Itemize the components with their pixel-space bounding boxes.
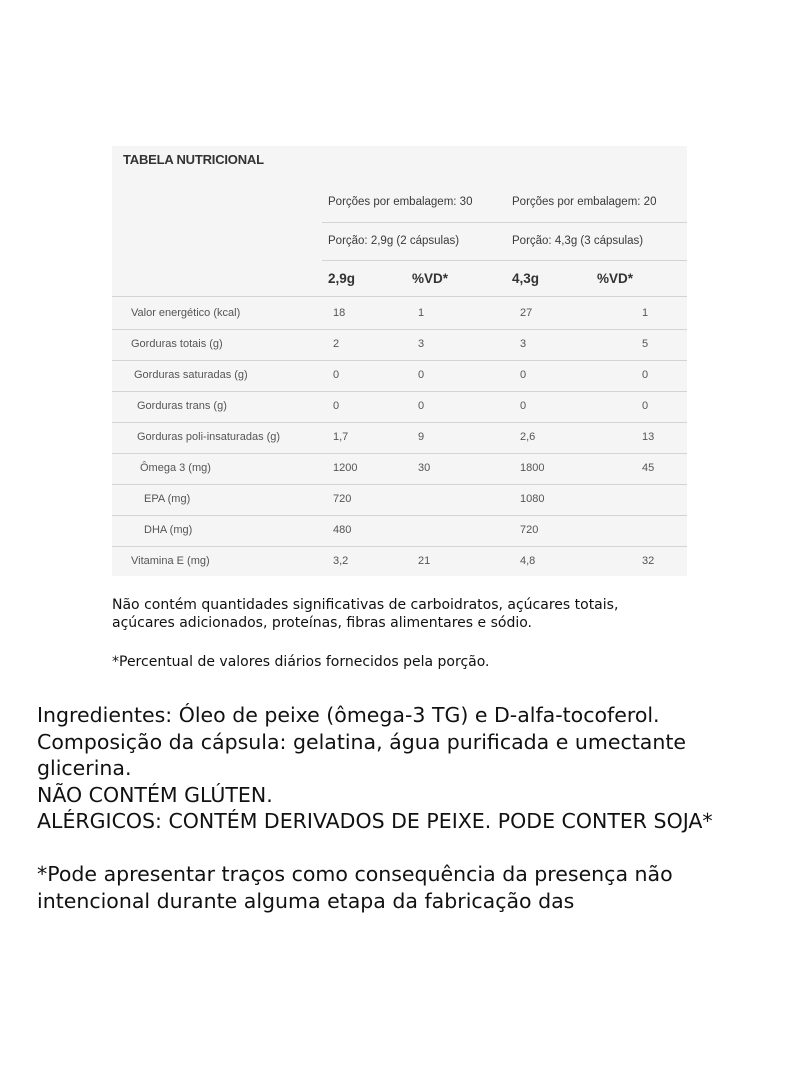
table-row: [112, 422, 687, 453]
row-label: Vitamina E (mg): [131, 555, 210, 567]
row-label: Valor energético (kcal): [131, 307, 241, 319]
row-vd-2: 13: [642, 431, 655, 443]
table-row: [112, 546, 687, 577]
row-vd-1: 30: [418, 462, 431, 474]
row-vd-1: 21: [418, 555, 431, 567]
row-vd-2: 32: [642, 555, 655, 567]
row-value-1: 1,7: [333, 431, 349, 443]
ingredients-line: Ingredientes: Óleo de peixe (ômega-3 TG) e D-alfa-tocoferol.: [37, 703, 660, 727]
row-value-2: 3: [520, 338, 527, 350]
note-line: açúcares adicionados, proteínas, fibras alimentares e sódio.: [112, 615, 532, 631]
trace-disclaimer-line: intencional durante alguma etapa da fabricação das: [37, 888, 575, 913]
allergen-statement: ALÉRGICOS: CONTÉM DERIVADOS DE PEIXE. PODE CONTER SOJA*: [37, 809, 713, 833]
row-vd-2: 1: [642, 307, 649, 319]
row-label: Gorduras poli-insaturadas (g): [137, 431, 281, 443]
row-vd-2: 0: [642, 400, 649, 412]
portion-1: Porção: 2,9g (2 cápsulas): [328, 235, 460, 247]
row-vd-1: 3: [418, 338, 425, 350]
row-value-2: 27: [520, 307, 533, 319]
row-value-1: 480: [333, 524, 352, 536]
row-value-1: 0: [333, 400, 340, 412]
row-value-1: 0: [333, 369, 340, 381]
ingredients-block: [37, 702, 777, 914]
row-value-1: 720: [333, 493, 352, 505]
row-vd-2: 45: [642, 462, 655, 474]
row-label: Gorduras saturadas (g): [134, 369, 248, 381]
column-header-portion-2: 4,3g: [512, 271, 540, 286]
row-label: Ômega 3 (mg): [140, 462, 211, 474]
row-label: Gorduras trans (g): [137, 400, 227, 412]
divider: [322, 222, 687, 223]
row-vd-1: 0: [418, 400, 425, 412]
row-vd-1: 1: [418, 307, 425, 319]
row-vd-1: 9: [418, 431, 425, 443]
table-title: TABELA NUTRICIONAL: [123, 152, 264, 167]
divider: [112, 296, 687, 297]
table-row: [112, 453, 687, 484]
row-vd-1: 0: [418, 369, 425, 381]
column-header-vd-1: %VD*: [412, 271, 449, 286]
table-row: [112, 329, 687, 360]
row-label: Gorduras totais (g): [131, 338, 223, 350]
row-value-2: 1800: [520, 462, 545, 474]
row-label: DHA (mg): [144, 524, 193, 536]
footnote-vd: *Percentual de valores diários fornecidos pela porção.: [112, 654, 490, 670]
note-line: Não contém quantidades significativas de carboidratos, açúcares totais,: [112, 597, 619, 613]
table-row: [112, 484, 687, 515]
capsule-composition-line: Composição da cápsula: gelatina, água purificada e umectante: [37, 729, 686, 754]
row-vd-2: 5: [642, 338, 649, 350]
trace-disclaimer-line: *Pode apresentar traços como consequência da presença não: [37, 862, 673, 886]
column-header-vd-2: %VD*: [597, 271, 634, 286]
row-value-2: 720: [520, 524, 539, 536]
row-value-1: 1200: [333, 462, 358, 474]
row-value-1: 2: [333, 338, 340, 350]
row-value-1: 3,2: [333, 555, 349, 567]
row-label: EPA (mg): [144, 493, 191, 505]
row-value-2: 1080: [520, 493, 545, 505]
table-row: [112, 515, 687, 546]
row-value-1: 18: [333, 307, 346, 319]
column-header-portion-1: 2,9g: [328, 271, 356, 286]
row-vd-2: 0: [642, 369, 649, 381]
table-row: [112, 391, 687, 422]
row-value-2: 0: [520, 369, 527, 381]
row-value-2: 0: [520, 400, 527, 412]
divider: [322, 260, 687, 261]
servings-per-package-1: Porções por embalagem: 30: [328, 196, 473, 208]
table-row: [112, 298, 687, 329]
portion-2: Porção: 4,3g (3 cápsulas): [512, 235, 644, 247]
capsule-composition-line: glicerina.: [37, 756, 132, 780]
nutrition-table: [112, 146, 687, 576]
servings-per-package-2: Porções por embalagem: 20: [512, 196, 657, 208]
table-row: [112, 360, 687, 391]
spacer: [37, 835, 777, 862]
row-value-2: 4,8: [520, 555, 536, 567]
row-value-2: 2,6: [520, 431, 536, 443]
gluten-statement: NÃO CONTÉM GLÚTEN.: [37, 782, 273, 807]
